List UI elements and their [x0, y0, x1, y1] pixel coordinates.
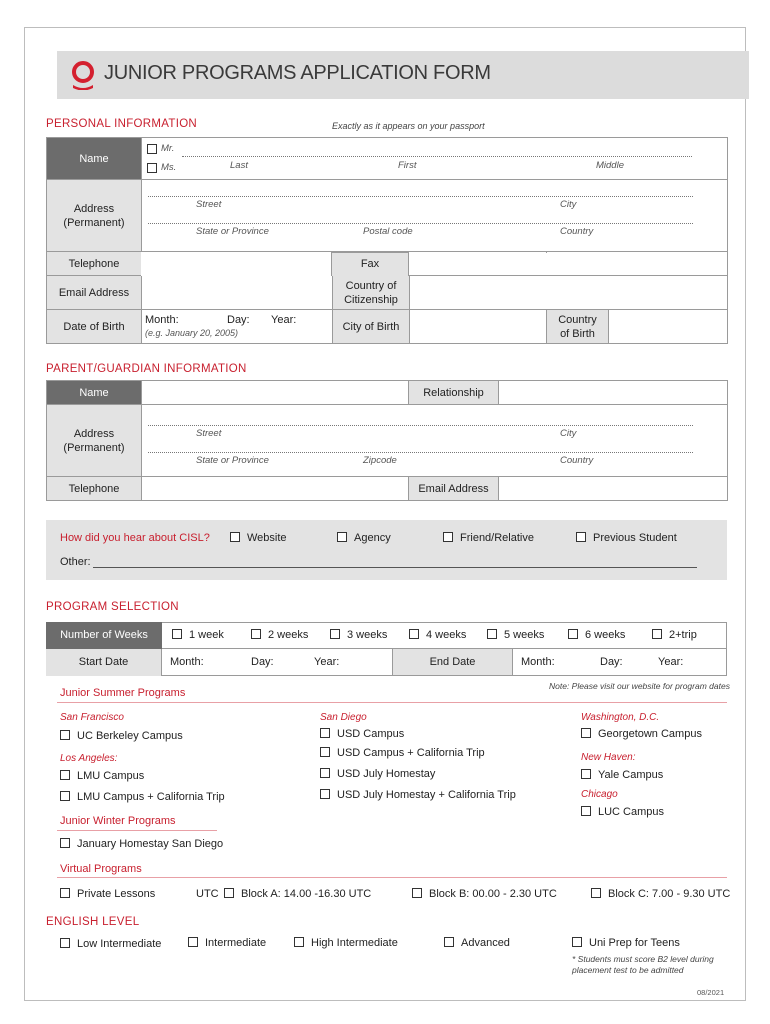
lmu-checkbox[interactable]	[60, 770, 70, 780]
yale-option[interactable]: Yale Campus	[581, 769, 663, 781]
intermediate-option[interactable]: Intermediate	[188, 937, 266, 949]
referral-website-option[interactable]: Website	[230, 532, 287, 544]
georgetown-option[interactable]: Georgetown Campus	[581, 728, 702, 740]
january-homestay-checkbox[interactable]	[60, 838, 70, 848]
guardian-city-label: City	[560, 428, 577, 439]
san-diego-heading: San Diego	[320, 712, 367, 723]
guardian-telephone-label: Telephone	[47, 477, 142, 501]
lmu-trip-option[interactable]: LMU Campus + California Trip	[60, 791, 225, 803]
weeks-trip-option[interactable]: 2+trip	[652, 629, 697, 641]
form-title: JUNIOR PROGRAMS APPLICATION FORM	[104, 62, 491, 84]
lmu-trip-checkbox[interactable]	[60, 791, 70, 801]
weeks-4-checkbox[interactable]	[409, 629, 419, 639]
guardian-name-label: Name	[47, 381, 142, 405]
luc-checkbox[interactable]	[581, 806, 591, 816]
other-label: Other:	[60, 556, 91, 568]
usd-homestay-trip-option[interactable]: USD July Homestay + California Trip	[320, 789, 516, 801]
usd-homestay-option[interactable]: USD July Homestay	[320, 768, 435, 780]
guardian-telephone-field[interactable]	[142, 477, 409, 501]
name-label: Name	[47, 138, 142, 180]
citizenship-field[interactable]	[410, 276, 728, 310]
low-intermediate-checkbox[interactable]	[60, 938, 70, 948]
new-haven-heading: New Haven:	[581, 752, 636, 763]
personal-info-table	[46, 137, 728, 344]
first-name-label: First	[398, 160, 417, 171]
high-intermediate-option[interactable]: High Intermediate	[294, 937, 398, 949]
guardian-state-label: State or Province	[196, 455, 269, 466]
program-dates-note: Note: Please visit our website for program dates	[549, 681, 730, 691]
chicago-heading: Chicago	[581, 789, 618, 800]
uni-prep-note-line1: * Students must score B2 level during	[572, 954, 714, 964]
weeks-1-checkbox[interactable]	[172, 629, 182, 639]
block-c-checkbox[interactable]	[591, 888, 601, 898]
program-selection-heading: PROGRAM SELECTION	[46, 601, 179, 613]
block-a-option[interactable]: Block A: 14.00 -16.30 UTC	[224, 888, 371, 900]
mr-checkbox[interactable]	[147, 144, 157, 154]
usd-option[interactable]: USD Campus	[320, 728, 404, 740]
lmu-option[interactable]: LMU Campus	[60, 770, 144, 782]
fax-label: Fax	[332, 252, 409, 276]
weeks-4-option[interactable]: 4 weeks	[409, 629, 466, 641]
zipcode-label: Zipcode	[363, 455, 397, 466]
uc-berkeley-checkbox[interactable]	[60, 730, 70, 740]
usd-trip-checkbox[interactable]	[320, 747, 330, 757]
friend-checkbox[interactable]	[443, 532, 453, 542]
block-a-checkbox[interactable]	[224, 888, 234, 898]
email-field[interactable]	[142, 276, 333, 310]
relationship-label: Relationship	[409, 381, 499, 405]
uni-prep-note-line2: placement test to be admitted	[572, 965, 684, 975]
usd-trip-option[interactable]: USD Campus + California Trip	[320, 747, 485, 759]
usd-homestay-trip-checkbox[interactable]	[320, 789, 330, 799]
form-version: 08/2021	[697, 988, 725, 997]
luc-option[interactable]: LUC Campus	[581, 806, 664, 818]
telephone-label: Telephone	[47, 252, 142, 276]
cisl-logo-icon	[69, 60, 97, 90]
weeks-5-option[interactable]: 5 weeks	[487, 629, 544, 641]
last-name-label: Last	[230, 160, 248, 171]
form-header	[57, 51, 749, 99]
advanced-option[interactable]: Advanced	[444, 937, 510, 949]
other-field[interactable]	[93, 567, 697, 568]
private-lessons-checkbox[interactable]	[60, 888, 70, 898]
referral-previous-option[interactable]: Previous Student	[576, 532, 677, 544]
usd-homestay-checkbox[interactable]	[320, 768, 330, 778]
weeks-3-option[interactable]: 3 weeks	[330, 629, 387, 641]
high-intermediate-checkbox[interactable]	[294, 937, 304, 947]
yale-checkbox[interactable]	[581, 769, 591, 779]
city-of-birth-label: City of Birth	[333, 310, 410, 344]
weeks-trip-checkbox[interactable]	[652, 629, 662, 639]
middle-name-label: Middle	[596, 160, 624, 171]
agency-checkbox[interactable]	[337, 532, 347, 542]
private-lessons-option[interactable]: Private Lessons	[60, 888, 155, 900]
city-of-birth-field[interactable]	[410, 310, 547, 344]
weeks-6-option[interactable]: 6 weeks	[568, 629, 625, 641]
dob-field[interactable]	[142, 310, 333, 344]
mr-label: Mr.	[161, 143, 175, 154]
advanced-checkbox[interactable]	[444, 937, 454, 947]
weeks-6-checkbox[interactable]	[568, 629, 578, 639]
start-month-label: Month:	[170, 656, 204, 668]
start-date-label: Start Date	[46, 649, 162, 676]
name-field[interactable]	[142, 138, 728, 180]
end-year-label: Year:	[658, 656, 684, 668]
previous-student-checkbox[interactable]	[576, 532, 586, 542]
guardian-address-field[interactable]	[142, 405, 728, 477]
block-b-checkbox[interactable]	[412, 888, 422, 898]
referral-question: How did you hear about CISL?	[60, 532, 210, 544]
uc-berkeley-option[interactable]: UC Berkeley Campus	[60, 730, 183, 742]
dob-month-label: Month:	[145, 314, 179, 326]
utc-label: UTC	[196, 888, 219, 900]
country-of-birth-label: Country of Birth	[547, 310, 609, 344]
passport-note: Exactly as it appears on your passport	[332, 121, 485, 131]
citizenship-label: Country of Citizenship	[333, 276, 410, 310]
dob-example: (e.g. January 20, 2005)	[145, 328, 239, 338]
washington-dc-heading: Washington, D.C.	[581, 712, 660, 723]
state-label: State or Province	[196, 226, 269, 237]
uni-prep-option[interactable]: Uni Prep for Teens	[572, 937, 680, 949]
guardian-info-table	[46, 380, 728, 501]
san-francisco-heading: San Francisco	[60, 712, 124, 723]
weeks-2-option[interactable]: 2 weeks	[251, 629, 308, 641]
summer-programs-heading: Junior Summer Programs	[60, 687, 186, 699]
end-date-label: End Date	[392, 649, 513, 675]
ms-label: Ms.	[161, 162, 177, 173]
weeks-3-checkbox[interactable]	[330, 629, 340, 639]
guardian-country-label: Country	[560, 455, 594, 466]
end-month-label: Month:	[521, 656, 555, 668]
postal-code-label: Postal code	[363, 226, 413, 237]
referral-friend-option[interactable]: Friend/Relative	[443, 532, 534, 544]
street-label: Street	[196, 199, 222, 210]
guardian-name-field[interactable]	[142, 381, 409, 405]
end-day-label: Day:	[600, 656, 623, 668]
address-label: Address (Permanent)	[47, 180, 142, 252]
dob-label: Date of Birth	[47, 310, 142, 344]
guardian-email-field[interactable]	[499, 477, 728, 501]
email-label: Email Address	[47, 276, 142, 310]
english-level-heading: ENGLISH LEVEL	[46, 916, 140, 928]
city-label: City	[560, 199, 577, 210]
guardian-address-label: Address (Permanent)	[47, 405, 142, 477]
block-c-option[interactable]: Block C: 7.00 - 9.30 UTC	[591, 888, 730, 900]
guardian-email-label: Email Address	[409, 477, 499, 501]
weeks-1-option[interactable]: 1 week	[172, 629, 224, 641]
los-angeles-heading: Los Angeles:	[60, 753, 118, 764]
start-day-label: Day:	[251, 656, 274, 668]
weeks-5-checkbox[interactable]	[487, 629, 497, 639]
referral-agency-option[interactable]: Agency	[337, 532, 391, 544]
personal-info-heading: PERSONAL INFORMATION	[46, 118, 198, 130]
dob-year-label: Year:	[271, 314, 297, 326]
uni-prep-checkbox[interactable]	[572, 937, 582, 947]
guardian-info-heading: PARENT/GUARDIAN INFORMATION	[46, 363, 247, 375]
georgetown-checkbox[interactable]	[581, 728, 591, 738]
country-of-birth-field[interactable]	[609, 310, 728, 344]
dob-day-label: Day:	[227, 314, 250, 326]
country-label: Country	[560, 226, 594, 237]
weeks-label: Number of Weeks	[46, 622, 162, 649]
referral-band	[46, 520, 727, 580]
start-year-label: Year:	[314, 656, 340, 668]
weeks-2-checkbox[interactable]	[251, 629, 261, 639]
address-field[interactable]	[142, 180, 728, 252]
guardian-street-label: Street	[196, 428, 222, 439]
usd-checkbox[interactable]	[320, 728, 330, 738]
january-homestay-option[interactable]: January Homestay San Diego	[60, 838, 223, 850]
relationship-field[interactable]	[499, 381, 728, 405]
winter-programs-heading: Junior Winter Programs	[60, 815, 176, 827]
website-checkbox[interactable]	[230, 532, 240, 542]
virtual-programs-heading: Virtual Programs	[60, 863, 142, 875]
block-b-option[interactable]: Block B: 00.00 - 2.30 UTC	[412, 888, 557, 900]
intermediate-checkbox[interactable]	[188, 937, 198, 947]
ms-checkbox[interactable]	[147, 163, 157, 173]
low-intermediate-option[interactable]: Low Intermediate	[60, 938, 161, 950]
